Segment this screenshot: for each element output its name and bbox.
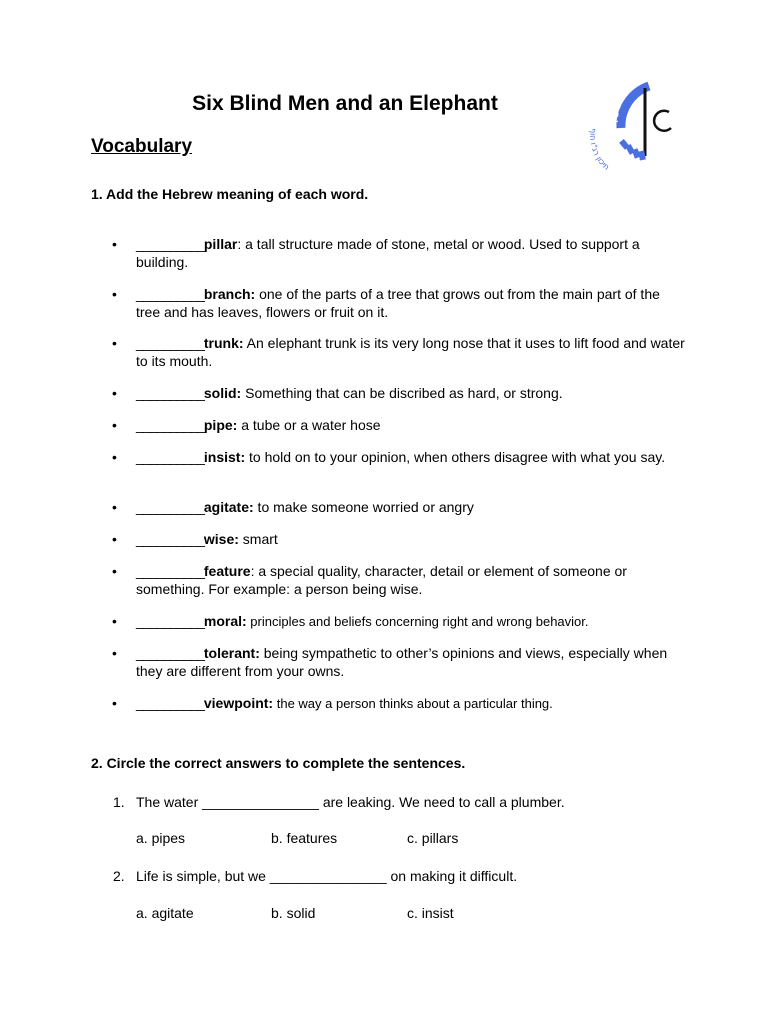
vocab-definition: smart bbox=[238, 531, 278, 547]
vocab-term: insist: bbox=[203, 449, 246, 465]
vocab-definition: to hold on to your opinion, when others disagree with what you say. bbox=[245, 449, 666, 465]
answer-option-a[interactable]: a. agitate bbox=[136, 905, 194, 921]
bullet: • bbox=[112, 563, 117, 579]
bullet: • bbox=[112, 613, 117, 629]
vocab-definition: Something that can be discribed as hard, or strong. bbox=[241, 385, 563, 401]
bullet: • bbox=[112, 236, 117, 252]
vocab-definition: to make someone worried or angry bbox=[253, 499, 474, 515]
answer-option-a[interactable]: a. pipes bbox=[136, 830, 186, 846]
answer-blank[interactable]: __________ bbox=[136, 645, 204, 661]
vocab-term: pipe: bbox=[203, 417, 238, 433]
vocab-definition: a tall structure made of stone, metal or wood. Used to support a building. bbox=[136, 236, 640, 270]
vocab-term: feature bbox=[203, 563, 251, 579]
vocab-term: agitate: bbox=[203, 499, 254, 515]
answer-blank[interactable]: __________ bbox=[136, 613, 204, 629]
svg-text:תיכון רג"ו חוף bbox=[588, 128, 611, 172]
vocab-definition: principles and beliefs concerning right and wrong behavior. bbox=[246, 614, 589, 629]
page-title: Six Blind Men and an Elephant bbox=[192, 92, 498, 115]
bullet: • bbox=[112, 499, 117, 515]
bullet: • bbox=[112, 531, 117, 547]
vocab-term: moral: bbox=[203, 613, 247, 629]
answer-blank[interactable]: __________ bbox=[136, 417, 204, 433]
answer-blank[interactable]: __________ bbox=[136, 236, 204, 252]
vocab-term: pillar bbox=[203, 236, 238, 252]
answer-option-b[interactable]: b. solid bbox=[271, 905, 316, 921]
vocab-definition: being sympathetic to other’s opinions and views, especially when they are different from your owns. bbox=[136, 645, 668, 679]
answer-blank[interactable]: __________ bbox=[136, 563, 204, 579]
vocab-definition: a special quality, character, detail or element of someone or something. For example: a person being wise. bbox=[136, 563, 627, 597]
vocab-term: wise: bbox=[203, 531, 239, 547]
answer-blank[interactable]: __________ bbox=[136, 449, 204, 465]
answer-option-c[interactable]: c. pillars bbox=[407, 830, 459, 846]
section-heading-vocabulary: Vocabulary bbox=[91, 136, 193, 157]
vocab-term: tolerant: bbox=[203, 645, 260, 661]
question-number: 2. bbox=[113, 868, 125, 884]
bullet: • bbox=[112, 645, 117, 661]
question-text: Life is simple, but we _______________ on making it difficult. bbox=[136, 868, 518, 884]
instruction-part-2: 2. Circle the correct answers to complete the sentences. bbox=[91, 755, 466, 771]
vocab-definition: the way a person thinks about a particular thing. bbox=[273, 696, 553, 711]
vocab-term: solid: bbox=[203, 385, 242, 401]
bullet: • bbox=[112, 286, 117, 302]
vocab-term: viewpoint: bbox=[203, 695, 274, 711]
bullet: • bbox=[112, 417, 117, 433]
answer-blank[interactable]: __________ bbox=[136, 286, 204, 302]
answer-blank[interactable]: __________ bbox=[136, 695, 204, 711]
school-logo bbox=[583, 78, 683, 182]
term-colon: : bbox=[250, 563, 255, 579]
logo-emblem-icon bbox=[617, 86, 671, 160]
vocab-term: branch: bbox=[203, 286, 256, 302]
question-number: 1. bbox=[113, 794, 125, 810]
bullet: • bbox=[112, 449, 117, 465]
bullet: • bbox=[112, 695, 117, 711]
vocab-definition: one of the parts of a tree that grows out from the main part of the tree and has leaves, flowers or fruit on it. bbox=[136, 286, 660, 320]
term-colon: : bbox=[237, 236, 242, 252]
answer-blank[interactable]: __________ bbox=[136, 385, 204, 401]
logo-text: תיכון רג"ו חוף bbox=[588, 127, 612, 172]
bullet: • bbox=[112, 385, 117, 401]
answer-blank[interactable]: __________ bbox=[136, 499, 204, 515]
answer-option-c[interactable]: c. insist bbox=[407, 905, 454, 921]
answer-blank[interactable]: __________ bbox=[136, 531, 204, 547]
answer-option-b[interactable]: b. features bbox=[271, 830, 338, 846]
answer-blank[interactable]: __________ bbox=[136, 335, 204, 351]
question-text: The water _______________ are leaking. We need to call a plumber. bbox=[136, 794, 565, 810]
bullet: • bbox=[112, 335, 117, 351]
instruction-part-1: 1. Add the Hebrew meaning of each word. bbox=[91, 186, 369, 202]
vocab-term: trunk: bbox=[203, 335, 244, 351]
vocab-definition: a tube or a water hose bbox=[237, 417, 381, 433]
vocab-definition: An elephant trunk is its very long nose that it uses to lift food and water to its mouth. bbox=[136, 335, 685, 369]
